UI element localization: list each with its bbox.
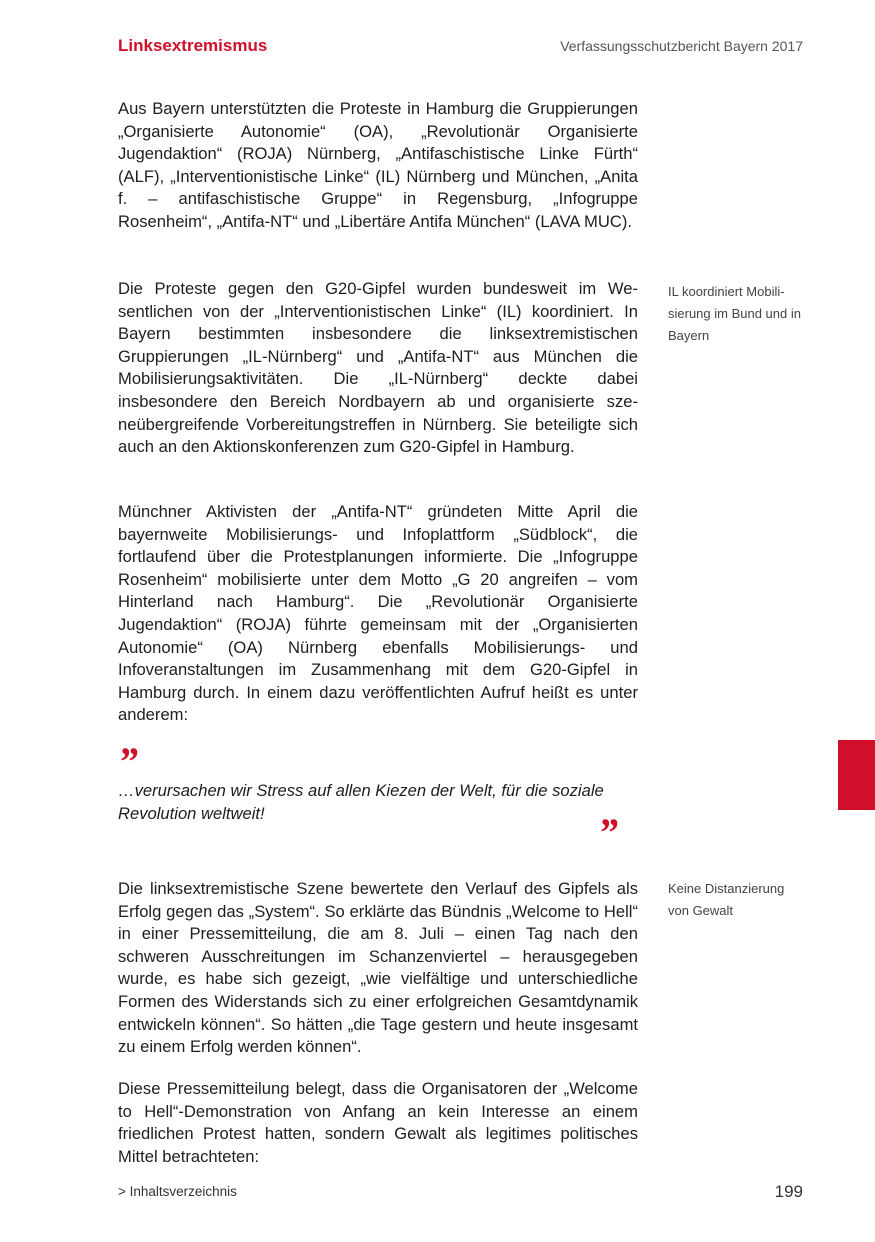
paragraph-4: Die linksextremistische Szene bewertete den Verlauf des Gipfels als Erfolg gegen das „System“. So erklärte das Bündnis „Welcome to Hell“ in einer Pressemitteilung, die am 8. Juli – einen Tag nach den schweren Ausschreitungen im Schanzenviertel – herausgegeben wurde, es habe sich gezeigt, „wie vielfältige und unterschiedliche Formen des Widerstands sich zu einer erfolgreichen Gesamtdynamik entwickeln können“. So hätten „die Tage gestern und heute insgesamt zu einem Erfolg werden können“. — [118, 879, 638, 1057]
header-report-title: Verfassungsschutzbericht Bayern 2017 — [560, 38, 803, 54]
paragraph-2: Die Proteste gegen den G20-Gipfel wurden bundesweit im Wesentlichen von der „Interventionistischen Linke“ (IL) koordiniert. In Bayern bestimmten insbesondere die linksextremistischen Gruppierungen „IL-Nürnberg“ und „Antifa-NT“ aus München die Mobilisierungsaktivitäten. Die „IL-Nürnberg“ deckte dabei insbesondere den Bereich Nordbayern ab und organisierte szeneübergreifende Vorbereitungstreffen in Nürnberg. Sie beteiligte sich auch an den Aktionskonferenzen zum G20-Gipfel in Hamburg. — [118, 279, 638, 457]
header-section-title: Linksextremismus — [118, 36, 268, 55]
margin-note-il: IL koordiniert Mobilisierung im Bund und in Bayern — [668, 284, 801, 343]
paragraph-3: Münchner Aktivisten der „Antifa-NT“ gründeten Mitte April die bayernweite Mobilisierungs- und Infoplattform „Südblock“, die fortlaufend über die Protestplanungen informierte. Die „Infogruppe Rosenheim“ mobilisierte unter dem Motto „G 20 angreifen – vom Hinterland nach Hamburg“. Die „Revolutionär Organisierte Jugendaktion“ (ROJA) führte gemeinsam mit der „Organisierten Autonomie“ (OA) Nürnberg ebenfalls Mobilisierungs- und Infoveranstaltungen im Zusammenhang mit dem G20-Gipfel in Hamburg durch. In einem dazu veröffentlichten Aufruf heißt es unter anderem: — [118, 502, 638, 725]
quote-close-mark: ” — [598, 810, 614, 855]
chapter-tab-marker — [838, 740, 875, 810]
page-number: 199 — [774, 1182, 803, 1201]
table-of-contents-link[interactable]: > Inhaltsverzeichnis — [118, 1184, 237, 1199]
margin-note-gewalt: Keine Distanzierung von Gewalt — [668, 881, 785, 918]
paragraph-5: Diese Pressemitteilung belegt, dass die Organisatoren der „Welcome to Hell“-Demonstration von Anfang an kein Interesse an einem friedlichen Protest hatten, sondern Gewalt als legitimes politisches Mittel betrachteten: — [118, 1079, 638, 1166]
quote-open-mark: ” — [118, 739, 134, 784]
quote-text: …verursachen wir Stress auf allen Kiezen der Welt, für die soziale Revolution weltweit! — [118, 781, 604, 823]
paragraph-1: Aus Bayern unterstützten die Proteste in Hamburg die Gruppierungen „Organisierte Autonomie“ (OA), „Revolutionär Organisierte Jugendaktion“ (ROJA) Nürnberg, „Antifaschistische Linke Fürth“ (ALF), „Interventionistische Linke“ (IL) Nürnberg und München, „Anita f. – antifaschistische Gruppe“ in Regensburg, „Infogruppe Rosenheim“, „Antifa-NT“ und „Libertäre Antifa München“ (LAVA MUC). — [118, 99, 638, 231]
